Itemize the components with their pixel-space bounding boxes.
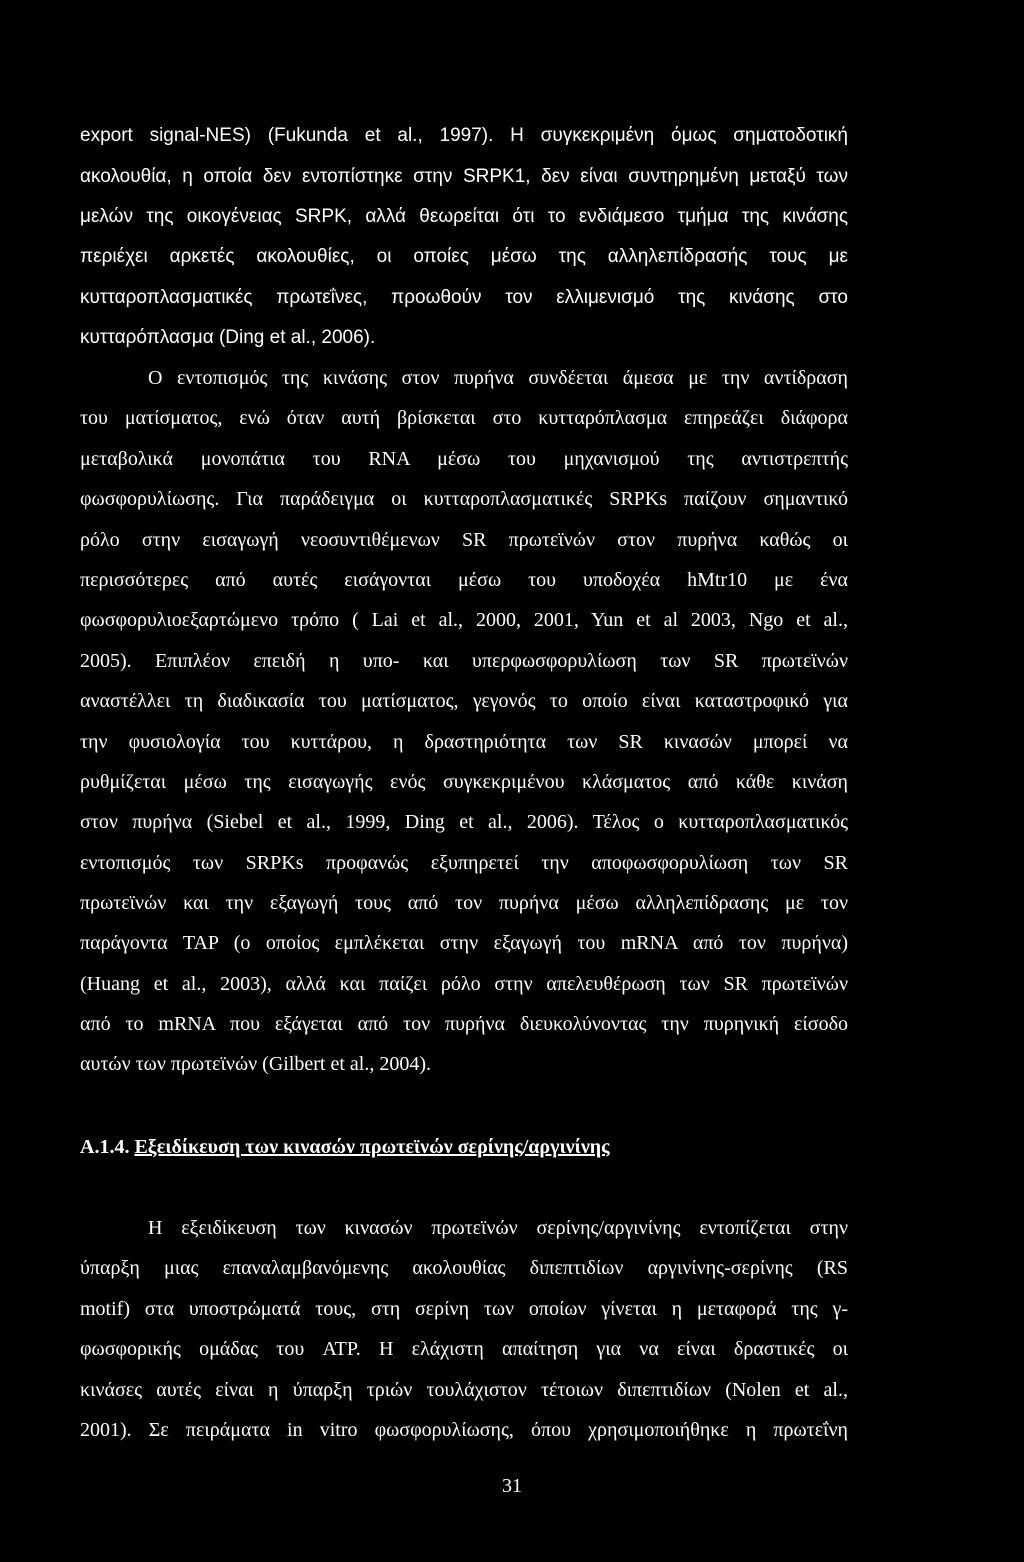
- text-line: ύπαρξη μιας επαναλαμβανόμενης ακολουθίας διπεπτιδίων αργινίνης-σερίνης (RS: [80, 1257, 848, 1279]
- text-line: ρυθμίζεται μέσω της εισαγωγής ενός συγκεκριμένου κλάσματος από κάθε κινάση: [80, 771, 848, 793]
- text-line: φωσφορυλιοεξαρτώμενο τρόπο ( Lai et al., 2000, 2001, Yun et al 2003, Ngo et al.,: [80, 609, 848, 631]
- text-line: την φυσιολογία του κυττάρου, η δραστηριότητα των SR κινασών μπορεί να: [80, 731, 848, 753]
- text-line: export signal-NES) (Fukunda et al., 1997). Η συγκεκριμένη όμως σηματοδοτική: [80, 125, 848, 146]
- text-line: παράγοντα TAP (ο οποίος εμπλέκεται στην εξαγωγή του mRNA από τον πυρήνα): [80, 932, 848, 954]
- text-line: ρόλο στην εισαγωγή νεοσυντιθέμενων SR πρωτεϊνών στον πυρήνα καθώς οι: [80, 529, 848, 551]
- text-line: περισσότερες από αυτές εισάγονται μέσω του υποδοχέα hMtr10 με ένα: [80, 569, 848, 591]
- section-title: Εξειδίκευση των κινασών πρωτεϊνών σερίνης/αργινίνης: [134, 1136, 610, 1158]
- text-line: φωσφορικής ομάδας του ATP. Η ελάχιστη απαίτηση για να είναι δραστικές οι: [80, 1338, 848, 1360]
- text-line: στον πυρήνα (Siebel et al., 1999, Ding et al., 2006). Τέλος ο κυτταροπλασματικός: [80, 811, 848, 833]
- text-line: μελών της οικογένειας SRPK, αλλά θεωρείται ότι το ενδιάμεσο τμήμα της κινάσης: [80, 206, 848, 227]
- text-line: 2005). Επιπλέον επειδή η υπο- και υπερφωσφορυλίωση των SR πρωτεϊνών: [80, 650, 848, 672]
- page-number: 31: [502, 1475, 522, 1497]
- text-line: κυτταροπλασματικές πρωτεΐνες, προωθούν τον ελλιμενισμό της κινάσης στο: [80, 287, 848, 308]
- text-line: κυτταρόπλασμα (Ding et al., 2006).: [80, 327, 376, 348]
- text-line: αναστέλλει τη διαδικασία του ματίσματος, γεγονός το οποίο είναι καταστροφικό για: [80, 690, 848, 712]
- text-line: του ματίσματος, ενώ όταν αυτή βρίσκεται στο κυτταρόπλασμα επηρεάζει διάφορα: [80, 407, 848, 429]
- text-line: μεταβολικά μονοπάτια του RNA μέσω του μηχανισμού της αντιστρεπτής: [80, 448, 848, 470]
- section-number: A.1.4.: [80, 1136, 130, 1158]
- text-line: ακολουθία, η οποία δεν εντοπίστηκε στην SRPK1, δεν είναι συντηρημένη μεταξύ των: [80, 166, 848, 187]
- text-line: κινάσες αυτές είναι η ύπαρξη τριών τουλάχιστον τέτοιων διπεπτιδίων (Nolen et al.,: [80, 1379, 848, 1401]
- text-line: Ο εντοπισμός της κινάσης στον πυρήνα συνδέεται άμεσα με την αντίδραση: [148, 367, 848, 389]
- text-line: από το mRNA που εξάγεται από τον πυρήνα διευκολύνοντας την πυρηνική είσοδο: [80, 1013, 848, 1035]
- text-line: Η εξειδίκευση των κινασών πρωτεϊνών σερίνης/αργινίνης εντοπίζεται στην: [148, 1217, 848, 1239]
- text-line: (Huang et al., 2003), αλλά και παίζει ρόλο στην απελευθέρωση των SR πρωτεϊνών: [80, 973, 848, 995]
- section-heading: [80, 1133, 848, 1161]
- text-line: πρωτεϊνών και την εξαγωγή τους από τον πυρήνα μέσω αλληλεπίδρασης με τον: [80, 892, 848, 914]
- text-line: αυτών των πρωτεϊνών (Gilbert et al., 2004).: [80, 1053, 432, 1075]
- text-line: motif) στα υποστρώματά τους, στη σερίνη των οποίων γίνεται η μεταφορά της γ-: [80, 1298, 848, 1320]
- text-line: φωσφορυλίωσης. Για παράδειγμα οι κυτταροπλασματικές SRPKs παίζουν σημαντικό: [80, 488, 848, 510]
- text-line: 2001). Σε πειράματα in vitro φωσφορυλίωσης, όπου χρησιμοποιήθηκε η πρωτεΐνη: [80, 1419, 848, 1441]
- text-line: εντοπισμός των SRPKs προφανώς εξυπηρετεί την αποφωσφορυλίωση των SR: [80, 852, 848, 874]
- text-line: περιέχει αρκετές ακολουθίες, οι οποίες μέσω της αλληλεπίδρασής τους με: [80, 246, 848, 267]
